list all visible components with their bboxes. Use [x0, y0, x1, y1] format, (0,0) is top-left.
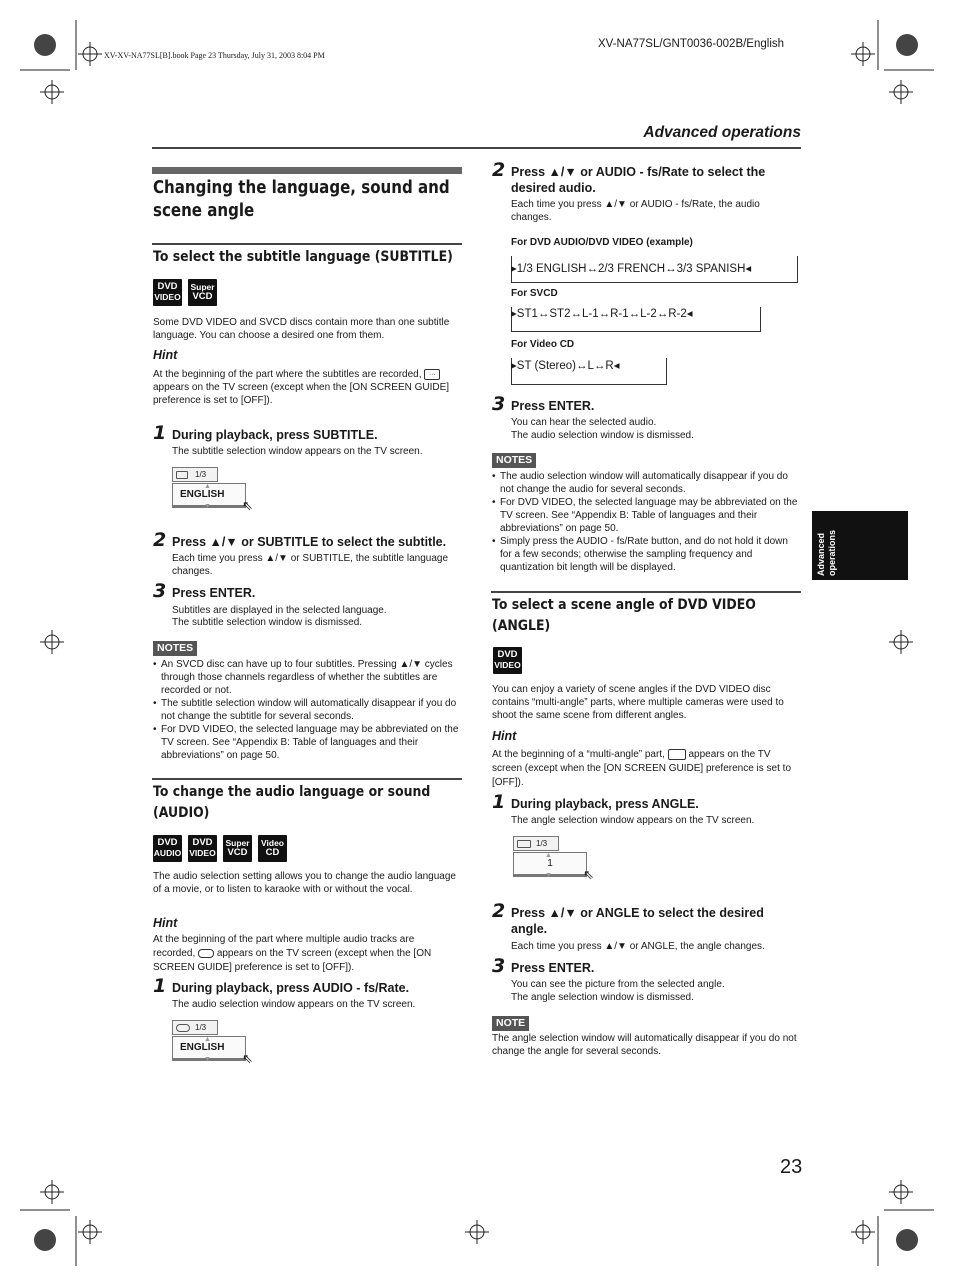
subtitle-notes-label: NOTES — [153, 641, 197, 656]
angle-heading-line2: (ANGLE) — [492, 618, 551, 634]
angle-note: The angle selection window will automatically disappear if you do not change the angle for several seconds. — [492, 1033, 797, 1057]
audio-window — [172, 1020, 253, 1067]
dvd-example-label: For DVD AUDIO/DVD VIDEO (example) — [511, 237, 693, 248]
audio-step2-title: Press ▲/▼ or AUDIO - fs/Rate to select the desired audio. — [511, 165, 766, 195]
angle-step2-desc: Each time you press ▲/▼ or ANGLE, the angle changes. — [511, 941, 765, 952]
angle-hint: At the beginning of a “multi-angle” part, appears on the TV screen (except when the [ON SCREEN GUIDE] preference is set to [OFF]). — [492, 749, 792, 788]
list-item: L — [587, 360, 594, 372]
dvd-video-logo: DVD VIDEO — [188, 835, 217, 862]
page-title-line1: Changing the language, sound and — [153, 178, 450, 198]
list-item: L-2 — [640, 308, 657, 320]
dvd-audio-logo: DVD AUDIO — [153, 835, 182, 862]
subtitle-window-count: 1/3 — [172, 467, 218, 482]
up-arrow-icon: ▲ — [204, 1036, 211, 1043]
side-tab-line1: Advanced — [816, 532, 826, 576]
angle-note-label: NOTE — [492, 1016, 529, 1031]
angle-rule — [491, 591, 801, 593]
vcd-audio-cycle: ▸ST (Stereo)↔L↔R◂ — [511, 358, 667, 385]
angle-window-count: 1/3 — [513, 836, 559, 851]
cursor-icon: ⇖ — [583, 867, 594, 882]
camera-icon — [517, 840, 531, 848]
list-item: • An SVCD disc can have up to four subtitles. Pressing ▲/▼ cycles through those channels regardless of whether the subtitles are recorded or not. — [153, 658, 463, 697]
audio-icon — [176, 1024, 190, 1032]
camera-icon — [668, 749, 686, 760]
subtitle-step1-number: 1 — [153, 422, 167, 444]
audio-window-count: 1/3 — [172, 1020, 218, 1035]
angle-step3-desc2: The angle selection window is dismissed. — [511, 992, 694, 1003]
list-item: • The audio selection window will automatically disappear if you do not change the audio for several seconds. — [492, 470, 802, 496]
dvd-audio-cycle: ▸1/3 ENGLISH↔2/3 FRENCH↔3/3 SPANISH◂ — [511, 256, 798, 283]
angle-hint-label: Hint — [492, 729, 517, 743]
subtitle-window — [172, 467, 253, 514]
list-item: R-1 — [610, 308, 629, 320]
audio-step2-desc: Each time you press ▲/▼ or AUDIO - fs/Rate, the audio changes. — [511, 199, 760, 223]
subtitle-hint: At the beginning of the part where the subtitles are recorded, … appears on the TV screen (except when the [ON SCREEN GUIDE] preference is set to [OFF]). — [153, 369, 450, 406]
subtitle-step3-desc: Subtitles are displayed in the selected language. — [172, 605, 387, 616]
subtitle-step1-desc: The subtitle selection window appears on the TV screen. — [172, 446, 423, 457]
audio-intro: The audio selection setting allows you to change the audio language of a movie, or to listen to karaoke with or without the vocal. — [153, 871, 456, 895]
subtitle-step2-title: Press ▲/▼ or SUBTITLE to select the subtitle. — [172, 535, 447, 549]
up-arrow-icon: ▲ — [545, 852, 552, 859]
audio-step1-title: During playback, press AUDIO - fs/Rate. — [172, 981, 410, 995]
list-item: 3/3 SPANISH — [676, 263, 746, 275]
angle-step3-desc: You can see the picture from the selected angle. — [511, 979, 725, 990]
page-number: 23 — [780, 1156, 803, 1178]
subtitle-heading: To select the subtitle language (SUBTITLE) — [153, 249, 453, 265]
list-item: L-1 — [581, 308, 599, 320]
angle-window — [513, 836, 594, 883]
audio-hint-label: Hint — [153, 916, 178, 930]
audio-step3-desc2: The audio selection window is dismissed. — [511, 430, 694, 441]
audio-heading-line1: To change the audio language or sound — [153, 784, 431, 800]
subtitle-rule — [152, 243, 462, 245]
vcd-label: For Video CD — [511, 339, 575, 350]
subtitle-notes — [153, 658, 463, 762]
angle-window-value: 1 — [513, 852, 587, 877]
angle-step3-title: Press ENTER. — [511, 961, 595, 975]
side-tab-label — [812, 511, 908, 580]
dvd-video-logo: DVD VIDEO — [153, 279, 182, 306]
list-item: R — [605, 360, 614, 372]
subtitle-indicator-icon: … — [424, 369, 440, 380]
cursor-icon: ⇖ — [242, 498, 253, 513]
down-arrow-icon: ▼ — [545, 872, 552, 879]
subtitle-icon — [176, 471, 188, 479]
list-item: R-2 — [668, 308, 687, 320]
list-item: • Simply press the AUDIO - fs/Rate button, and do not hold it down for a few seconds; otherwise the sampling frequency and quantization bit length will be displayed. — [492, 535, 802, 574]
section-title: Advanced operations — [643, 124, 801, 141]
audio-step3-desc: You can hear the selected audio. — [511, 417, 657, 428]
audio-hint: At the beginning of the part where multiple audio tracks are recorded, appears on the TV screen (except when the [ON SCREEN GUIDE] preference is set to [OFF]). — [153, 934, 432, 973]
angle-step3-number: 3 — [492, 955, 506, 977]
subtitle-step3-desc2: The subtitle selection window is dismissed. — [172, 617, 363, 628]
audio-notes — [492, 470, 802, 574]
angle-step1-desc: The angle selection window appears on the TV screen. — [511, 815, 755, 826]
down-arrow-icon: ▼ — [204, 1056, 211, 1063]
subtitle-hint-label: Hint — [153, 348, 178, 362]
super-vcd-logo: Super VCD — [223, 835, 252, 862]
dvd-video-logo: DVD VIDEO — [493, 647, 522, 674]
audio-step1-number: 1 — [153, 975, 167, 997]
down-arrow-icon: ▼ — [204, 503, 211, 510]
subtitle-step3-title: Press ENTER. — [172, 586, 256, 600]
audio-step2-number: 2 — [492, 159, 506, 181]
angle-step2-title: Press ▲/▼ or ANGLE to select the desired angle. — [511, 906, 764, 936]
audio-indicator-icon — [198, 949, 214, 958]
audio-step3-title: Press ENTER. — [511, 399, 595, 413]
subtitle-intro: Some DVD VIDEO and SVCD discs contain more than one subtitle language. You can choose a desired one from them. — [153, 317, 450, 341]
audio-heading-line2: (AUDIO) — [153, 805, 210, 821]
cursor-icon: ⇖ — [242, 1051, 253, 1066]
list-item: ST1 — [516, 308, 538, 320]
side-tab-line2: operations — [827, 529, 837, 576]
subtitle-step2-number: 2 — [153, 529, 167, 551]
list-item: 1/3 ENGLISH — [516, 263, 587, 275]
list-item: ST2 — [549, 308, 571, 320]
video-cd-logo: Video CD — [258, 835, 287, 862]
subtitle-step3-number: 3 — [153, 580, 167, 602]
page-title-line2: scene angle — [153, 201, 255, 221]
svcd-audio-cycle: ▸ST1↔ST2↔L-1↔R-1↔L-2↔R-2◂ — [511, 307, 761, 332]
angle-step1-number: 1 — [492, 791, 506, 813]
audio-window-value: ENGLISH — [172, 1036, 246, 1061]
audio-step3-number: 3 — [492, 393, 506, 415]
super-vcd-logo: Super VCD — [188, 279, 217, 306]
subtitle-step2-desc: Each time you press ▲/▼ or SUBTITLE, the subtitle language changes. — [172, 553, 449, 577]
list-item: • For DVD VIDEO, the selected language may be abbreviated on the TV screen. See “Appendix B: Table of languages and their abbreviations” on page 50. — [492, 496, 802, 535]
angle-step2-number: 2 — [492, 900, 506, 922]
book-info: XV-XV-NA77SL[B].book Page 23 Thursday, July 31, 2003 8:04 PM — [104, 51, 325, 60]
list-item: ST (Stereo) — [516, 360, 577, 372]
list-item: • For DVD VIDEO, the selected language may be abbreviated on the TV screen. See “Appendix B: Table of languages and their abbreviations” on page 50. — [153, 723, 463, 762]
up-arrow-icon: ▲ — [204, 483, 211, 490]
subtitle-window-value: ENGLISH — [172, 483, 246, 508]
audio-notes-label: NOTES — [492, 453, 536, 468]
list-item: • The subtitle selection window will automatically disappear if you do not change the subtitle for several seconds. — [153, 697, 463, 723]
audio-rule — [152, 778, 462, 780]
title-bar — [152, 167, 462, 174]
angle-intro: You can enjoy a variety of scene angles if the DVD VIDEO disc contains “multi-angle” parts, where multiple cameras were used to shoot the same scene from different angles. — [492, 684, 784, 721]
audio-step1-desc: The audio selection window appears on the TV screen. — [172, 999, 416, 1010]
angle-step1-title: During playback, press ANGLE. — [511, 797, 699, 811]
svcd-label: For SVCD — [511, 288, 558, 299]
angle-heading-line1: To select a scene angle of DVD VIDEO — [492, 597, 756, 613]
list-item: 2/3 FRENCH — [597, 263, 666, 275]
model-number: XV-NA77SL/GNT0036-002B/English — [598, 38, 785, 50]
subtitle-step1-title: During playback, press SUBTITLE. — [172, 428, 378, 442]
header-rule — [152, 147, 801, 149]
